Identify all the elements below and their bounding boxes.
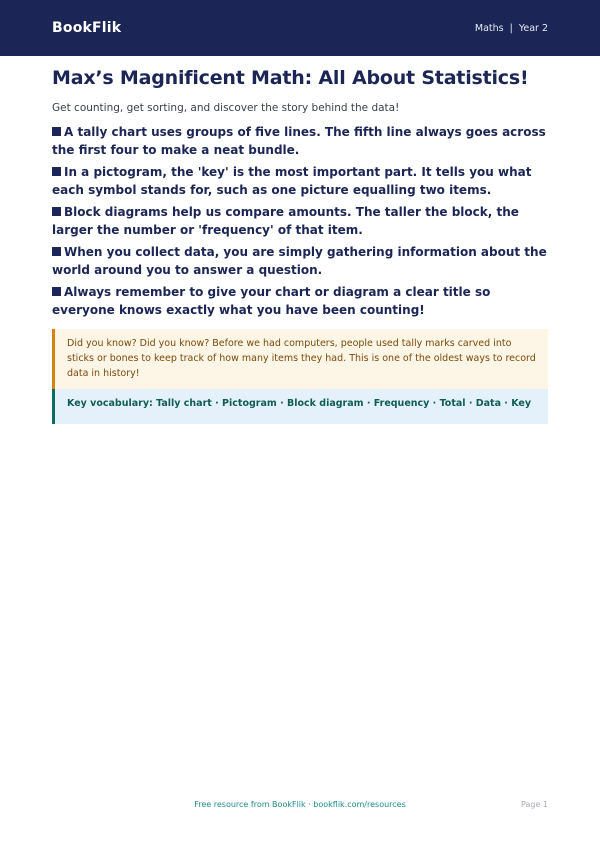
fact-item (52, 284, 548, 319)
fact-text: When you collect data, you are simply gathering information about the world around you to answer a question. (52, 245, 547, 277)
main-content (52, 66, 548, 424)
header-meta (475, 23, 548, 34)
footer (0, 800, 600, 814)
square-bullet-icon (52, 207, 61, 216)
page-number: Page 1 (521, 800, 548, 809)
square-bullet-icon (52, 127, 61, 136)
square-bullet-icon (52, 287, 61, 296)
meta-separator: | (509, 22, 513, 34)
fact-text: In a pictogram, the 'key' is the most important part. It tells you what each symbol stands for, such as one picture equalling two items. (52, 165, 532, 197)
fact-item (52, 124, 548, 159)
page-title: Max’s Magnificent Math: All About Statistics! (52, 67, 529, 89)
header-bar (0, 0, 600, 56)
fact-item (52, 164, 548, 199)
did-you-know-callout: Did you know? Did you know? Before we had computers, people used tally marks carved into sticks or bones to keep track of how many items they had. This is one of the oldest ways to record data in history! (52, 329, 548, 389)
fact-item (52, 204, 548, 239)
square-bullet-icon (52, 247, 61, 256)
fact-text: Always remember to give your chart or diagram a clear title so everyone knows exactly what you have been counting! (52, 285, 491, 317)
footer-credit-link[interactable]: Free resource from BookFlik · bookflik.com/resources (194, 800, 406, 809)
fact-item (52, 244, 548, 279)
fact-list (52, 124, 548, 319)
subject-label: Maths (474, 22, 504, 34)
key-vocabulary-box: Key vocabulary: Tally chart · Pictogram · Block diagram · Frequency · Total · Data · Key (52, 389, 548, 424)
fact-text: A tally chart uses groups of five lines. The fifth line always goes across the first four to make a neat bundle. (52, 125, 546, 157)
year-label: Year 2 (518, 22, 548, 34)
brand-logo[interactable]: BookFlik (52, 20, 122, 36)
page-subtitle: Get counting, get sorting, and discover the story behind the data! (52, 102, 400, 114)
fact-text: Block diagrams help us compare amounts. The taller the block, the larger the number or 'frequency' of that item. (52, 205, 519, 237)
square-bullet-icon (52, 167, 61, 176)
